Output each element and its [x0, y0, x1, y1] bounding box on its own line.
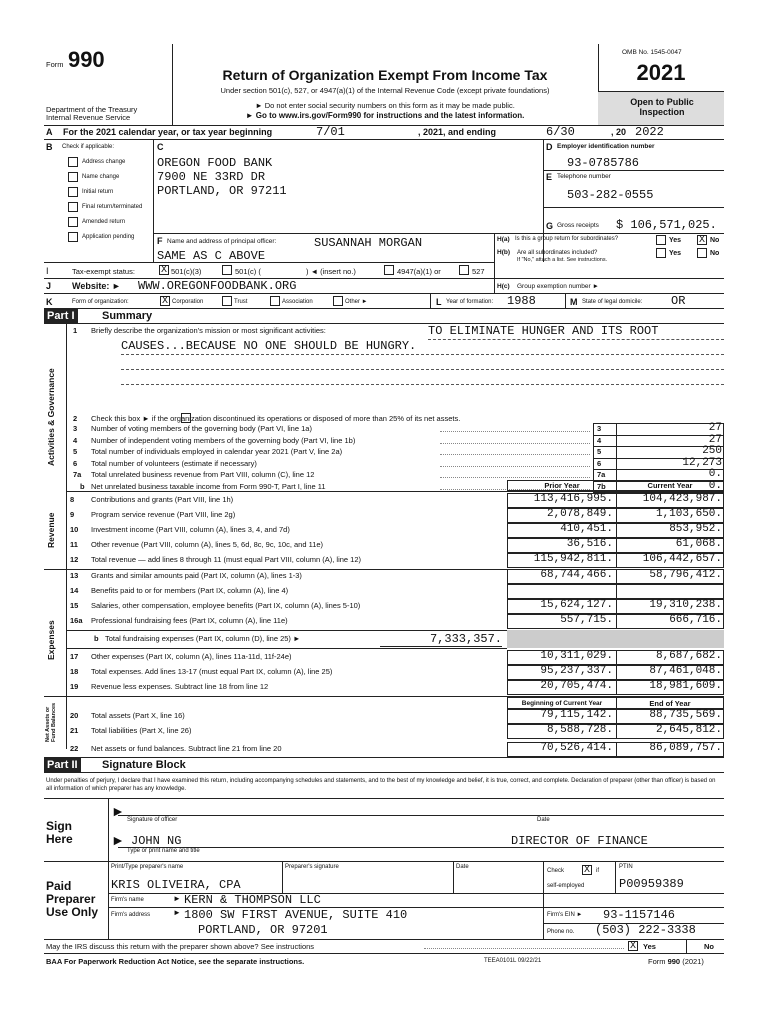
line-i-text: Tax-exempt status: — [72, 267, 135, 276]
section-b-title: Check if applicable: — [62, 144, 115, 150]
open-to-public-inspection: Open to Public Inspection — [630, 97, 694, 117]
ha-no-label: No — [710, 237, 720, 244]
preparer-date-label: Date — [456, 864, 469, 870]
mission-line-2[interactable]: CAUSES...BECAUSE NO ONE SHOULD BE HUNGRY. — [121, 339, 417, 353]
phone-value[interactable]: 503-282-0555 — [567, 188, 654, 202]
line-4-text: Number of independent voting members of the governing body (Part VI, line 1b) — [91, 435, 356, 445]
irs-label: Internal Revenue Service — [46, 113, 131, 122]
firm-name-arrow-icon: ► — [173, 894, 181, 903]
line-11-num: 11 — [70, 540, 78, 549]
use-only-label: Use Only — [46, 905, 99, 919]
line-22-text: Net assets or fund balances. Subtract line 21 from line 20 — [91, 744, 282, 753]
firm-name-label: Firm's name — [111, 897, 144, 903]
b-checkbox-4[interactable] — [68, 217, 78, 227]
discuss-no-label: No — [704, 942, 714, 951]
hc-label: H(c) — [497, 283, 510, 290]
org-form-checkbox-2[interactable] — [270, 296, 280, 306]
line-m-label: M — [570, 297, 578, 307]
527-label: 527 — [472, 267, 485, 276]
b-checkbox-1[interactable] — [68, 172, 78, 182]
line-6-value[interactable]: 12,273 — [682, 456, 722, 469]
preparer-signature-label: Preparer's signature — [285, 864, 339, 870]
firm-ein-value[interactable]: 93-1157146 — [603, 908, 676, 922]
irs-website-notice: ► Go to www.irs.gov/Form990 for instructions and the latest information. — [245, 111, 525, 120]
check-label: Check — [547, 868, 565, 874]
line-l-text: Year of formation: — [446, 299, 494, 305]
ha-label: H(a) — [497, 236, 510, 243]
line-12-text: Total revenue — add lines 8 through 11 (must equal Part VIII, column (A), line 12) — [91, 555, 361, 564]
section-e-label: E — [546, 172, 553, 182]
line-3-box: 3 — [597, 424, 602, 433]
year-of-formation[interactable]: 1988 — [507, 294, 536, 308]
paid-preparer-label — [46, 880, 98, 919]
name-arrow-icon: ► — [111, 832, 125, 848]
ptin-value[interactable]: P00959389 — [619, 877, 684, 891]
line-9-text: Program service revenue (Part VIII, line 2g) — [91, 510, 236, 519]
dept-treasury: Department of the Treasury — [46, 105, 138, 114]
line-2-num: 2 — [73, 414, 78, 423]
line-a-yr-prefix: , 20 — [611, 127, 627, 137]
line-14-num: 14 — [70, 586, 79, 595]
org-form-label-2: Association — [282, 299, 313, 305]
b-checkbox-5[interactable] — [68, 232, 78, 242]
discuss-yes-checkbox[interactable]: X — [629, 941, 636, 952]
ptin-label: PTIN — [619, 864, 633, 870]
preparer-name-label: Print/Type preparer's name — [111, 864, 184, 870]
line-b-text: Net unrelated business taxable income from Form 990-T, Part I, line 11 — [91, 481, 326, 491]
footer-code: TEEA0101L 09/22/21 — [484, 958, 542, 964]
form-number-value: 990 — [67, 47, 105, 72]
firm-phone-label: Phone no. — [547, 929, 575, 935]
part-2-tag: Part II — [44, 758, 81, 772]
line-b-box: 7b — [597, 481, 606, 491]
phone-title: Telephone number — [557, 173, 611, 180]
self-employed-label: self-employed — [547, 883, 585, 889]
line-13-current[interactable]: 58,796,412. — [649, 569, 722, 581]
tax-year-end[interactable]: 6/30 — [546, 125, 575, 139]
line-10-current[interactable]: 853,952. — [669, 523, 722, 535]
ein-title: Employer identification number — [557, 143, 655, 150]
501c-label: 501(c) ( — [235, 267, 261, 276]
self-employed-checkbox[interactable]: X — [583, 865, 590, 876]
hb-no-checkbox[interactable] — [697, 248, 707, 258]
line-15-current[interactable]: 19,310,238. — [649, 599, 722, 611]
501c3-checkbox[interactable]: X — [160, 265, 167, 276]
firm-address-2[interactable]: PORTLAND, OR 97201 — [198, 923, 328, 937]
principal-officer-name[interactable]: SUSANNAH MORGAN — [314, 236, 423, 250]
line-16a-current[interactable]: 666,716. — [669, 614, 722, 626]
gross-receipts-title: Gross receipts — [557, 222, 599, 229]
line-17-current[interactable]: 8,687,682. — [655, 650, 722, 662]
side-activities-governance: Activities & Governance — [46, 368, 56, 466]
firm-phone-value[interactable]: (503) 222-3338 — [595, 923, 696, 937]
col-end-year: End of Year — [649, 699, 691, 708]
form-label: Form — [46, 60, 64, 69]
hb-text: Are all subordinates included? — [517, 250, 598, 256]
line-9-current[interactable]: 1,103,650. — [655, 508, 722, 520]
line-18-num: 18 — [70, 667, 79, 676]
line-8-prior[interactable]: 113,416,995. — [533, 493, 613, 505]
line-19-prior[interactable]: 20,705,474. — [540, 680, 613, 692]
line-11-prior[interactable]: 36,516. — [566, 538, 613, 550]
section-d-label: D — [546, 142, 553, 152]
section-b-label: B — [46, 142, 53, 152]
side-net-assets: Net Assets or Fund Balances — [45, 702, 57, 742]
line-6-box: 6 — [597, 458, 602, 468]
line-5-text: Total number of individuals employed in calendar year 2021 (Part V, line 2a) — [91, 447, 343, 456]
line-6-text: Total number of volunteers (estimate if necessary) — [91, 458, 257, 468]
line-7a-text: Total unrelated business revenue from Part VIII, column (C), line 12 — [91, 470, 315, 479]
line-21-num: 21 — [70, 726, 79, 735]
section-f-label: F — [157, 236, 163, 246]
ha-text: Is this a group return for subordinates? — [515, 236, 619, 242]
line-22-num: 22 — [70, 744, 79, 753]
line-k-label: K — [46, 297, 53, 307]
state-domicile[interactable]: OR — [671, 294, 686, 308]
line-16a-prior[interactable]: 557,715. — [560, 614, 613, 626]
line-5-num: 5 — [73, 447, 78, 456]
footer-form — [648, 957, 704, 966]
line-7a-box: 7a — [597, 470, 606, 479]
line-12-current[interactable]: 106,442,657. — [642, 553, 722, 565]
line-20-current[interactable]: 88,735,569. — [649, 709, 722, 721]
line-b-num: b — [80, 481, 85, 491]
line-12-num: 12 — [70, 555, 79, 564]
line-3-text: Number of voting members of the governing body (Part VI, line 1a) — [91, 424, 312, 433]
line-20-num: 20 — [70, 711, 79, 720]
527-checkbox[interactable] — [459, 265, 469, 275]
b-label-1: Name change — [82, 174, 120, 180]
org-city[interactable]: PORTLAND, OR 97211 — [157, 184, 287, 198]
here-label: Here — [46, 832, 73, 846]
line-9-num: 9 — [70, 510, 75, 519]
ha-yes-checkbox[interactable] — [656, 235, 666, 245]
ein-value[interactable]: 93-0785786 — [567, 156, 640, 170]
part-1-title: Summary — [102, 310, 153, 322]
b-label-5: Application pending — [82, 234, 135, 240]
hb-label: H(b) — [497, 249, 510, 256]
line-19-text: Revenue less expenses. Subtract line 18 from line 12 — [91, 682, 269, 691]
line-20-text: Total assets (Part X, line 16) — [91, 711, 185, 720]
line-9-prior[interactable]: 2,078,849. — [546, 508, 613, 520]
line-l-label: L — [436, 297, 442, 307]
line-13-text: Grants and similar amounts paid (Part IX, column (A), lines 1-3) — [91, 571, 302, 580]
line-5-value[interactable]: 250 — [702, 445, 722, 457]
line-10-prior[interactable]: 410,451. — [560, 523, 613, 535]
perjury-statement: Under penalties of perjury, I declare that I have examined this return, including accompanying schedules and statements, and to the best of my knowledge and belief, it is true, correct, and complete. Declaration of preparer (other than officer) is based on all information of which preparer has any knowledge. — [46, 778, 716, 792]
line-20-prior[interactable]: 79,115,142. — [540, 709, 613, 721]
line-14-text: Benefits paid to or for members (Part IX, column (A), line 4) — [91, 586, 289, 595]
line-16b-text: Total fundraising expenses (Part IX, column (D), line 25) ► — [105, 634, 301, 643]
4947-label: 4947(a)(1) or — [397, 267, 441, 276]
line-7a-num: 7a — [73, 470, 82, 479]
form-subtitle: Under section 501(c), 527, or 4947(a)(1) of the Internal Revenue Code (except private foundations) — [220, 86, 550, 95]
omb-number: OMB No. 1545-0047 — [622, 49, 682, 56]
side-revenue: Revenue — [46, 512, 56, 548]
irs-discuss-question: May the IRS discuss this return with the preparer shown above? See instructions — [46, 942, 315, 951]
paid-label: Paid — [46, 879, 72, 893]
org-form-checkbox-1[interactable] — [222, 296, 232, 306]
b-checkbox-3[interactable] — [68, 202, 78, 212]
line-16b-value[interactable]: 7,333,357. — [429, 632, 502, 646]
ha-yes-label: Yes — [669, 237, 682, 244]
org-form-label-1: Trust — [234, 299, 248, 305]
firm-address-label: Firm's address — [111, 912, 151, 918]
line-19-num: 19 — [70, 682, 79, 691]
part-1-tag: Part I — [44, 309, 78, 323]
footer-baa: BAA For Paperwork Reduction Act Notice, see the separate instructions. — [46, 957, 305, 966]
col-prior-year: Prior Year — [544, 481, 580, 490]
org-form-label-3: Other ► — [345, 299, 368, 305]
line-15-prior[interactable]: 15,624,127. — [540, 599, 613, 611]
line-b-value[interactable]: 0. — [708, 479, 722, 492]
b-checkbox-0[interactable] — [68, 157, 78, 167]
line-5-box: 5 — [597, 447, 602, 456]
line-m-text: State of legal domicile: — [582, 299, 643, 305]
line-j-text: Website: ► — [72, 281, 121, 291]
officer-title[interactable]: DIRECTOR OF FINANCE — [511, 834, 648, 848]
type-name-label: Type or print name and title — [127, 848, 200, 854]
line-1-text: Briefly describe the organization's mission or most significant activities: — [91, 326, 326, 335]
b-label-0: Address change — [82, 159, 126, 165]
line-17-num: 17 — [70, 652, 79, 661]
section-c-label: C — [157, 142, 164, 152]
line-2-text: Check this box ► if the organization discontinued its operations or disposed of more than 25% of its net assets. — [91, 414, 461, 423]
mission-line-1[interactable]: TO ELIMINATE HUNGER AND ITS ROOT — [428, 324, 659, 338]
line-22-prior[interactable]: 70,526,414. — [540, 742, 613, 754]
principal-officer-address[interactable]: SAME AS C ABOVE — [157, 249, 266, 263]
line-4-num: 4 — [73, 435, 78, 445]
501c3-label: 501(c)(3) — [171, 267, 202, 276]
org-address[interactable]: 7900 NE 33RD DR — [157, 170, 266, 184]
line-18-text: Total expenses. Add lines 13-17 (must equal Part IX, column (A), line 25) — [91, 667, 333, 676]
tax-year-begin[interactable]: 7/01 — [316, 125, 345, 139]
org-name[interactable]: OREGON FOOD BANK — [157, 156, 273, 170]
col-beginning-year: Beginning of Current Year — [521, 700, 603, 707]
line-10-num: 10 — [70, 525, 79, 534]
ssn-notice: ► Do not enter social security numbers on this form as it may be made public. — [255, 101, 515, 110]
line-8-current[interactable]: 104,423,987. — [642, 493, 722, 505]
501c-insert-label: ) ◄ (insert no.) — [306, 267, 356, 276]
side-expenses: Expenses — [46, 620, 56, 660]
line-4-box: 4 — [597, 435, 602, 445]
line-1-num: 1 — [73, 326, 78, 335]
firm-address-arrow-icon: ► — [173, 908, 181, 917]
line-17-prior[interactable]: 10,311,029. — [540, 650, 613, 662]
line-11-current[interactable]: 61,068. — [675, 538, 722, 550]
if-label: if — [596, 868, 599, 874]
officer-name[interactable]: JOHN NG — [131, 834, 182, 848]
line-3-num: 3 — [73, 424, 78, 433]
line-21-text: Total liabilities (Part X, line 26) — [91, 726, 192, 735]
firm-name[interactable]: KERN & THOMPSON LLC — [184, 893, 321, 907]
line-21-current[interactable]: 2,645,812. — [655, 724, 722, 736]
hb-no-label: No — [710, 250, 720, 257]
line-16b-num: b — [94, 634, 99, 643]
hb-yes-checkbox[interactable] — [656, 248, 666, 258]
sign-label: Sign — [46, 819, 72, 833]
org-form-label-0: Corporation — [172, 299, 204, 305]
firm-ein-label: Firm's EIN ► — [547, 912, 583, 918]
line-17-text: Other expenses (Part IX, column (A), lines 11a-11d, 11f-24e) — [91, 652, 292, 661]
b-label-4: Amended return — [82, 219, 126, 225]
line-10-text: Investment income (Part VIII, column (A), lines 3, 4, and 7d) — [91, 525, 290, 534]
line-18-prior[interactable]: 95,237,337. — [540, 665, 613, 677]
line-13-num: 13 — [70, 571, 79, 580]
ha-no-checkbox[interactable]: X — [698, 235, 705, 246]
line-11-text: Other revenue (Part VIII, column (A), lines 5, 6d, 8c, 9c, 10c, and 11e) — [91, 540, 324, 549]
line-15-num: 15 — [70, 601, 79, 610]
line-a-text: For the 2021 calendar year, or tax year beginning — [63, 127, 273, 137]
501c-checkbox[interactable] — [222, 265, 232, 275]
preparer-label: Preparer — [46, 892, 96, 906]
line-j-label: J — [46, 281, 52, 291]
line-16a-text: Professional fundraising fees (Part IX, column (A), line 11e) — [91, 616, 288, 625]
principal-officer-title: Name and address of principal officer: — [167, 238, 277, 245]
line-8-text: Contributions and grants (Part VIII, line 1h) — [91, 495, 234, 504]
hb-note: If "No," attach a list. See instructions. — [517, 257, 608, 263]
form-number — [46, 47, 105, 73]
footer-form-number: 990 — [667, 957, 681, 966]
line-21-prior[interactable]: 8,588,728. — [546, 724, 613, 736]
b-label-3: Final return/terminated — [82, 204, 143, 210]
discontinued-checkbox[interactable] — [181, 413, 191, 423]
tax-year-end-year[interactable]: 2022 — [635, 125, 664, 139]
signature-officer-label: Signature of officer — [127, 817, 178, 823]
line-19-current[interactable]: 18,981,609. — [649, 680, 722, 692]
part-2-title: Signature Block — [102, 759, 186, 771]
line-k-text: Form of organization: — [72, 299, 129, 305]
discuss-yes-label: Yes — [643, 942, 656, 951]
section-g-label: G — [546, 221, 554, 231]
line-4-value[interactable]: 27 — [708, 433, 722, 446]
website-value[interactable]: WWW.OREGONFOODBANK.ORG — [138, 279, 297, 293]
sign-date-label: Date — [537, 817, 550, 823]
sign-here-label — [46, 820, 73, 846]
line-16a-num: 16a — [70, 616, 83, 625]
org-form-checkbox-3[interactable] — [333, 296, 343, 306]
line-8-num: 8 — [70, 495, 75, 504]
b-label-2: Initial return — [82, 189, 114, 195]
org-form-checkbox-0[interactable]: X — [161, 296, 168, 307]
tax-year: 2021 — [636, 60, 686, 85]
col-current-year: Current Year — [647, 481, 693, 490]
b-checkbox-2[interactable] — [68, 187, 78, 197]
line-15-text: Salaries, other compensation, employee benefits (Part IX, column (A), lines 5-10) — [91, 601, 361, 610]
line-7a-value[interactable]: 0. — [708, 468, 722, 480]
line-22-current[interactable]: 86,089,757. — [649, 742, 722, 754]
sign-arrow-icon: ► — [111, 803, 125, 819]
gross-receipts-value[interactable]: $ 106,571,025. — [616, 218, 717, 232]
preparer-name[interactable]: KRIS OLIVEIRA, CPA — [111, 878, 241, 892]
line-13-prior[interactable]: 68,744,466. — [540, 569, 613, 581]
hc-text: Group exemption number ► — [517, 283, 599, 290]
footer-form-label: Form — [648, 957, 666, 966]
hb-yes-label: Yes — [669, 250, 682, 257]
line-3-value[interactable]: 27 — [708, 422, 722, 434]
line-12-prior[interactable]: 115,942,811. — [533, 553, 613, 565]
firm-address-1[interactable]: 1800 SW FIRST AVENUE, SUITE 410 — [184, 908, 408, 922]
line-18-current[interactable]: 87,461,048. — [649, 665, 722, 677]
4947-checkbox[interactable] — [384, 265, 394, 275]
footer-year: (2021) — [682, 957, 704, 966]
line-a-mid: , 2021, and ending — [418, 127, 497, 137]
line-6-num: 6 — [73, 458, 78, 468]
line-a-label: A — [46, 127, 53, 137]
line-i-label: I — [46, 266, 49, 276]
form-title: Return of Organization Exempt From Income Tax — [222, 67, 548, 83]
